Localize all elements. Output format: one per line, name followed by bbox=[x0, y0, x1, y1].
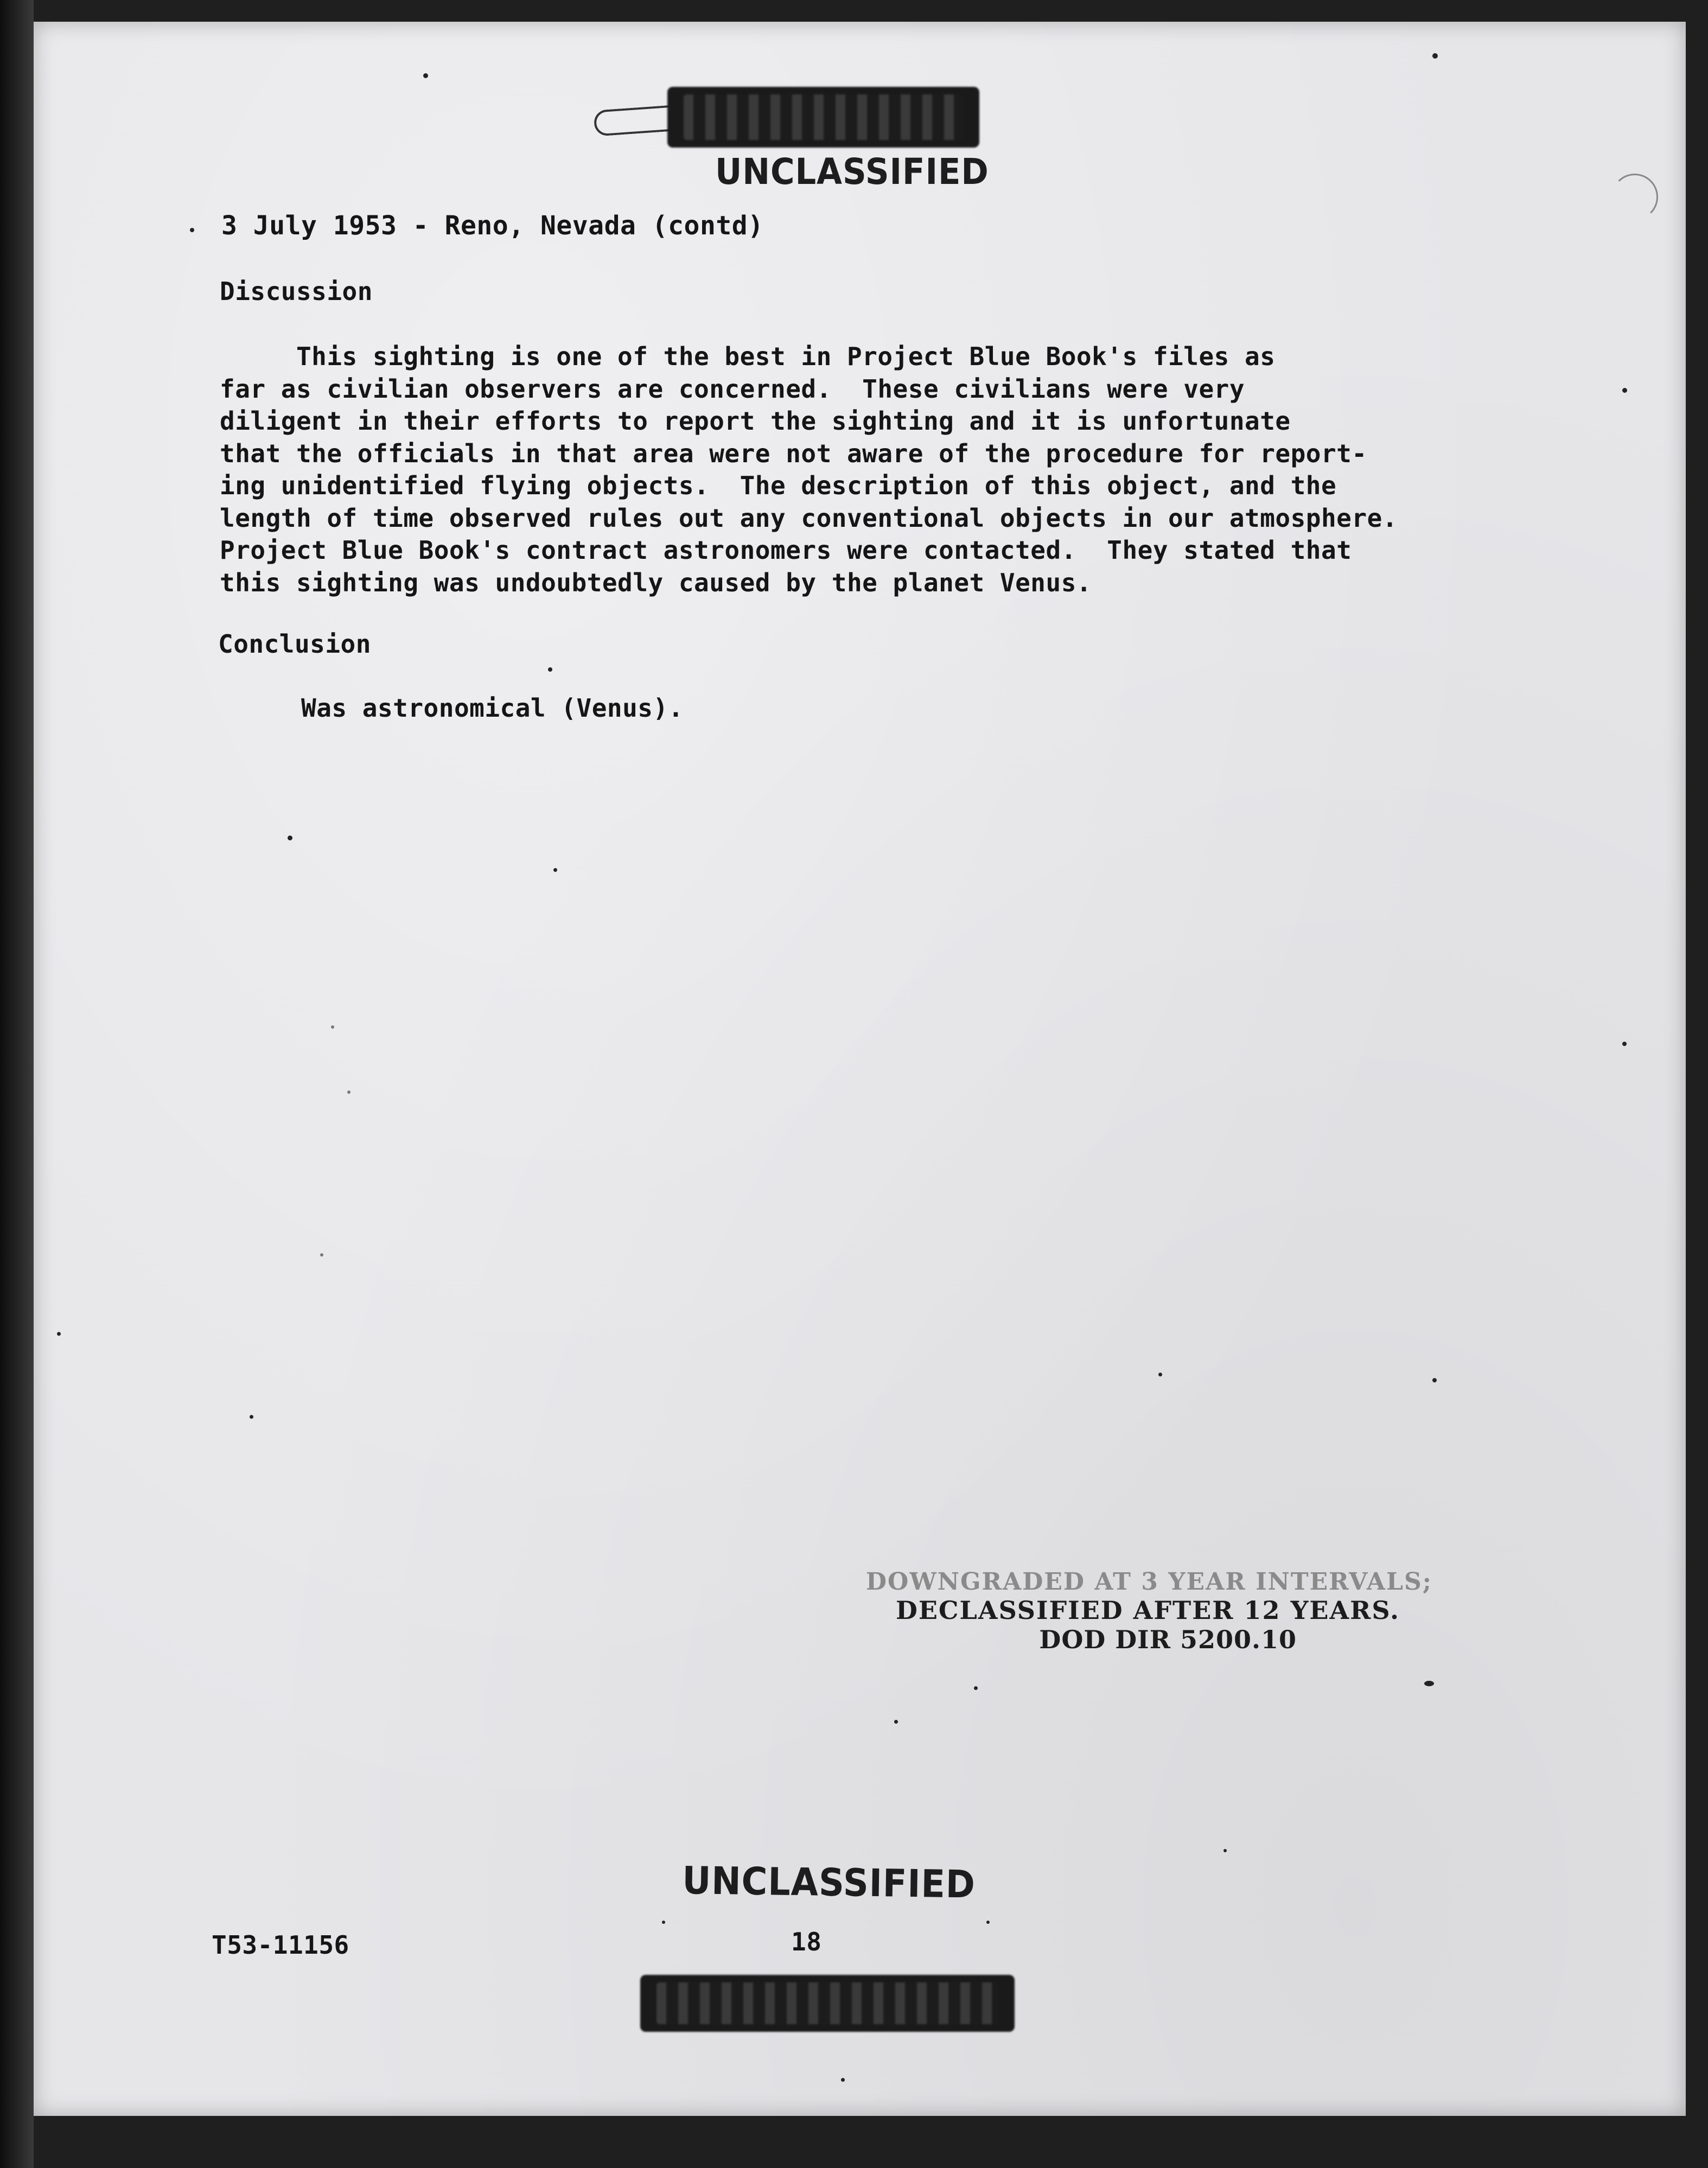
scan-speck bbox=[553, 868, 557, 872]
scan-speck bbox=[1432, 1378, 1437, 1382]
scan-speck bbox=[1158, 1373, 1162, 1376]
unclassified-stamp-bottom: UNCLASSIFIED bbox=[681, 1858, 976, 1907]
conclusion-heading: Conclusion bbox=[218, 629, 371, 659]
discussion-line: This sighting is one of the best in Project Blue Book's files as bbox=[220, 342, 1276, 371]
scan-speck bbox=[986, 1921, 990, 1924]
scan-speck bbox=[1223, 1849, 1227, 1852]
scan-edge bbox=[0, 0, 34, 2168]
downgrade-stamp bbox=[825, 1568, 1432, 1654]
scan-speck bbox=[423, 73, 428, 78]
scan-speck bbox=[1622, 388, 1627, 393]
redacted-secret-stamp-bottom bbox=[640, 1975, 1015, 2032]
discussion-line: this sighting was undoubtedly caused by the planet Venus. bbox=[220, 567, 1092, 597]
scan-speck bbox=[320, 1253, 323, 1257]
discussion-line: Project Blue Book's contract astronomers were contacted. They stated that bbox=[220, 535, 1352, 565]
downgrade-line-1: DOWNGRADED AT 3 YEAR INTERVALS; bbox=[865, 1568, 1432, 1596]
document-title: 3 July 1953 - Reno, Nevada (contd) bbox=[221, 211, 764, 241]
downgrade-line-3: DOD DIR 5200.10 bbox=[1039, 1625, 1297, 1654]
scan-speck bbox=[1424, 1681, 1434, 1686]
scan-speck bbox=[841, 2078, 845, 2082]
discussion-line: that the officials in that area were not aware of the procedure for report- bbox=[220, 438, 1367, 468]
document-number: T53-11156 bbox=[212, 1930, 349, 1960]
conclusion-text: Was astronomical (Venus). bbox=[301, 693, 684, 723]
scan-speck bbox=[250, 1415, 253, 1419]
redacted-secret-stamp-top bbox=[667, 87, 979, 148]
discussion-line: diligent in their efforts to report the sighting and it is unfortunate bbox=[220, 406, 1291, 436]
discussion-paragraph bbox=[220, 341, 1398, 599]
scan-speck bbox=[288, 836, 292, 840]
scan-speck bbox=[190, 228, 194, 232]
downgrade-line-2: DECLASSIFIED AFTER 12 YEARS. bbox=[895, 1596, 1400, 1625]
scan-speck bbox=[1622, 1042, 1627, 1046]
scan-speck bbox=[548, 667, 552, 672]
document-page bbox=[34, 22, 1686, 2116]
scan-speck bbox=[894, 1720, 898, 1724]
discussion-heading: Discussion bbox=[220, 277, 373, 306]
scan-speck bbox=[1432, 53, 1438, 59]
discussion-line: ing unidentified flying objects. The description of this object, and the bbox=[220, 471, 1337, 500]
punch-hole-mark bbox=[1611, 174, 1658, 220]
scan-speck bbox=[331, 1025, 334, 1029]
unclassified-stamp-top: UNCLASSIFIED bbox=[715, 151, 989, 193]
discussion-line: far as civilian observers are concerned. These civilians were very bbox=[220, 374, 1245, 404]
scan-speck bbox=[57, 1332, 61, 1336]
scan-speck bbox=[347, 1091, 350, 1094]
page-number: 18 bbox=[791, 1927, 822, 1956]
scan-speck bbox=[974, 1686, 978, 1690]
scan-speck bbox=[662, 1921, 665, 1924]
discussion-line: length of time observed rules out any conventional objects in our atmosphere. bbox=[220, 503, 1398, 533]
